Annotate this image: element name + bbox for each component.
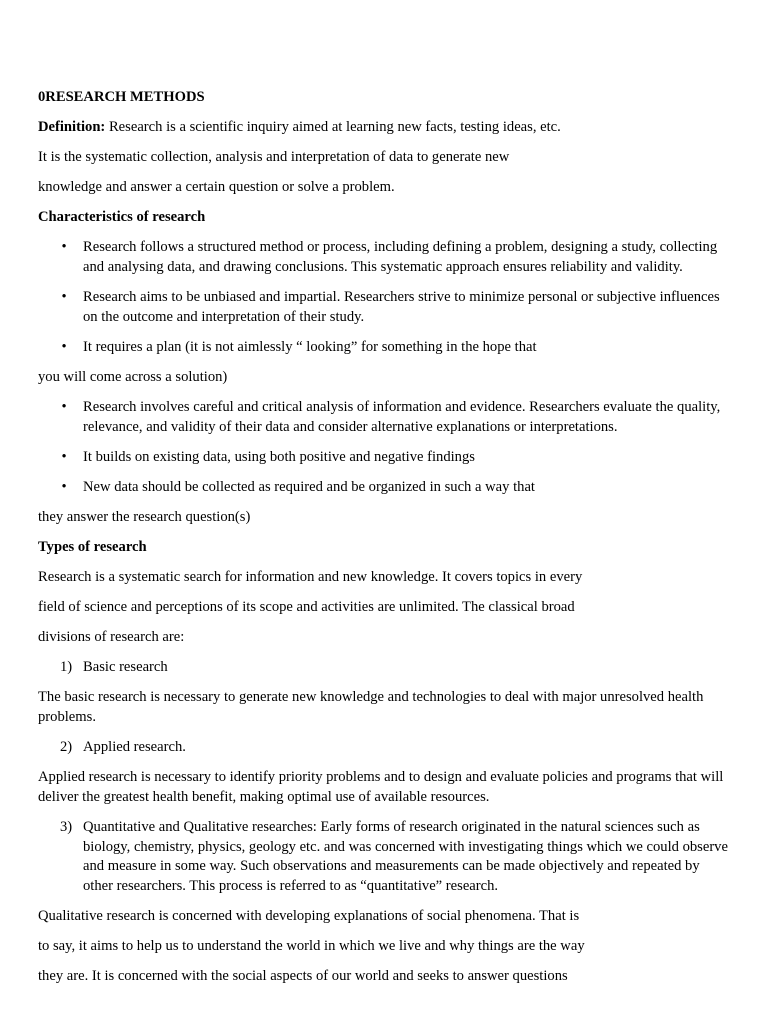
basic-research-description: The basic research is necessary to generate new knowledge and technologies to deal with major unresolved health problems. [38, 689, 704, 726]
list-number: 1) [60, 659, 73, 676]
bullet-icon: • [61, 289, 67, 306]
types-list-item-2 [38, 738, 730, 758]
list-item-text: Research follows a structured method or process, including defining a problem, designing a study, collecting and analysing data, and drawing conclusions. This systematic approach ensures reliability and validity. [83, 239, 718, 276]
list-item-text: Research aims to be unbiased and impartial. Researchers strive to minimize personal or subjective influences on the outcome and interpretation of their study. [83, 289, 720, 325]
document-page [38, 88, 730, 997]
list-number: 2) [60, 739, 73, 756]
bullet-icon: • [61, 399, 67, 416]
qualitative-line-2: to say, it aims to help us to understand the world in which we live and why things are the way [38, 937, 585, 954]
list-item [38, 738, 730, 758]
list-number: 3) [60, 818, 73, 835]
qualitative-line-3: they are. It is concerned with the social aspects of our world and seeks to answer questions [38, 968, 568, 984]
bullet-icon: • [61, 448, 67, 465]
list-item [38, 288, 730, 327]
definition-label: Definition: [38, 119, 106, 136]
list-item-text: Basic research [83, 659, 168, 676]
continuation-text-b: they answer the research question(s) [38, 508, 251, 525]
list-item-text: It requires a plan (it is not aimlessly “ looking” for something in the hope that [83, 338, 537, 355]
list-item-text: Quantitative and Qualitative researches: Early forms of research originated in the natural sciences such as biology, chemistry, physics, geology etc. and was concerned with investigating things which we could observe and measure in some way. Such observations and measurements can be made objectively and repeated by other researchers. This process is referred to as “quantitative” research. [83, 818, 728, 894]
definition-paragraph [38, 118, 730, 138]
qualitative-line-1: Qualitative research is concerned with developing explanations of social phenomena. That is [38, 907, 580, 924]
list-item [38, 398, 730, 437]
bullet-icon: • [61, 478, 67, 495]
types-heading: Types of research [38, 539, 147, 555]
bullet-icon: • [61, 239, 67, 256]
list-item [38, 338, 730, 358]
list-item [38, 448, 730, 468]
list-item [38, 238, 730, 277]
systematic-paragraph-line-2: knowledge and answer a certain question or solve a problem. [38, 179, 395, 196]
list-item [38, 478, 730, 498]
types-intro-line-3: divisions of research are: [38, 629, 185, 646]
continuation-text-a: you will come across a solution) [38, 368, 228, 385]
list-item [38, 658, 730, 678]
list-item-text: New data should be collected as required and be organized in such a way that [83, 478, 535, 495]
types-list-item-1 [38, 658, 730, 678]
characteristics-list-b [38, 398, 730, 497]
definition-text: Research is a scientific inquiry aimed at learning new facts, testing ideas, etc. [105, 119, 561, 136]
list-item [38, 818, 730, 896]
types-list-item-3 [38, 818, 730, 896]
types-intro-line-1: Research is a systematic search for information and new knowledge. It covers topics in every [38, 569, 583, 586]
bullet-icon: • [61, 338, 67, 355]
list-item-text: Research involves careful and critical analysis of information and evidence. Researchers evaluate the quality, relevance, and validity of their data and consider alternative explanations or interpretations. [83, 399, 721, 435]
characteristics-heading: Characteristics of research [38, 209, 206, 226]
applied-research-description: Applied research is necessary to identify priority problems and to design and evaluate policies and programs that will deliver the greatest health benefit, making optimal use of available resources. [38, 769, 724, 805]
types-intro-line-2: field of science and perceptions of its scope and activities are unlimited. The classical broad [38, 599, 575, 616]
document-title: 0RESEARCH METHODS [38, 89, 205, 105]
list-item-text: Applied research. [83, 739, 186, 756]
characteristics-list-a [38, 238, 730, 357]
systematic-paragraph-line-1: It is the systematic collection, analysis and interpretation of data to generate new [38, 149, 510, 166]
list-item-text: It builds on existing data, using both positive and negative findings [83, 448, 475, 465]
